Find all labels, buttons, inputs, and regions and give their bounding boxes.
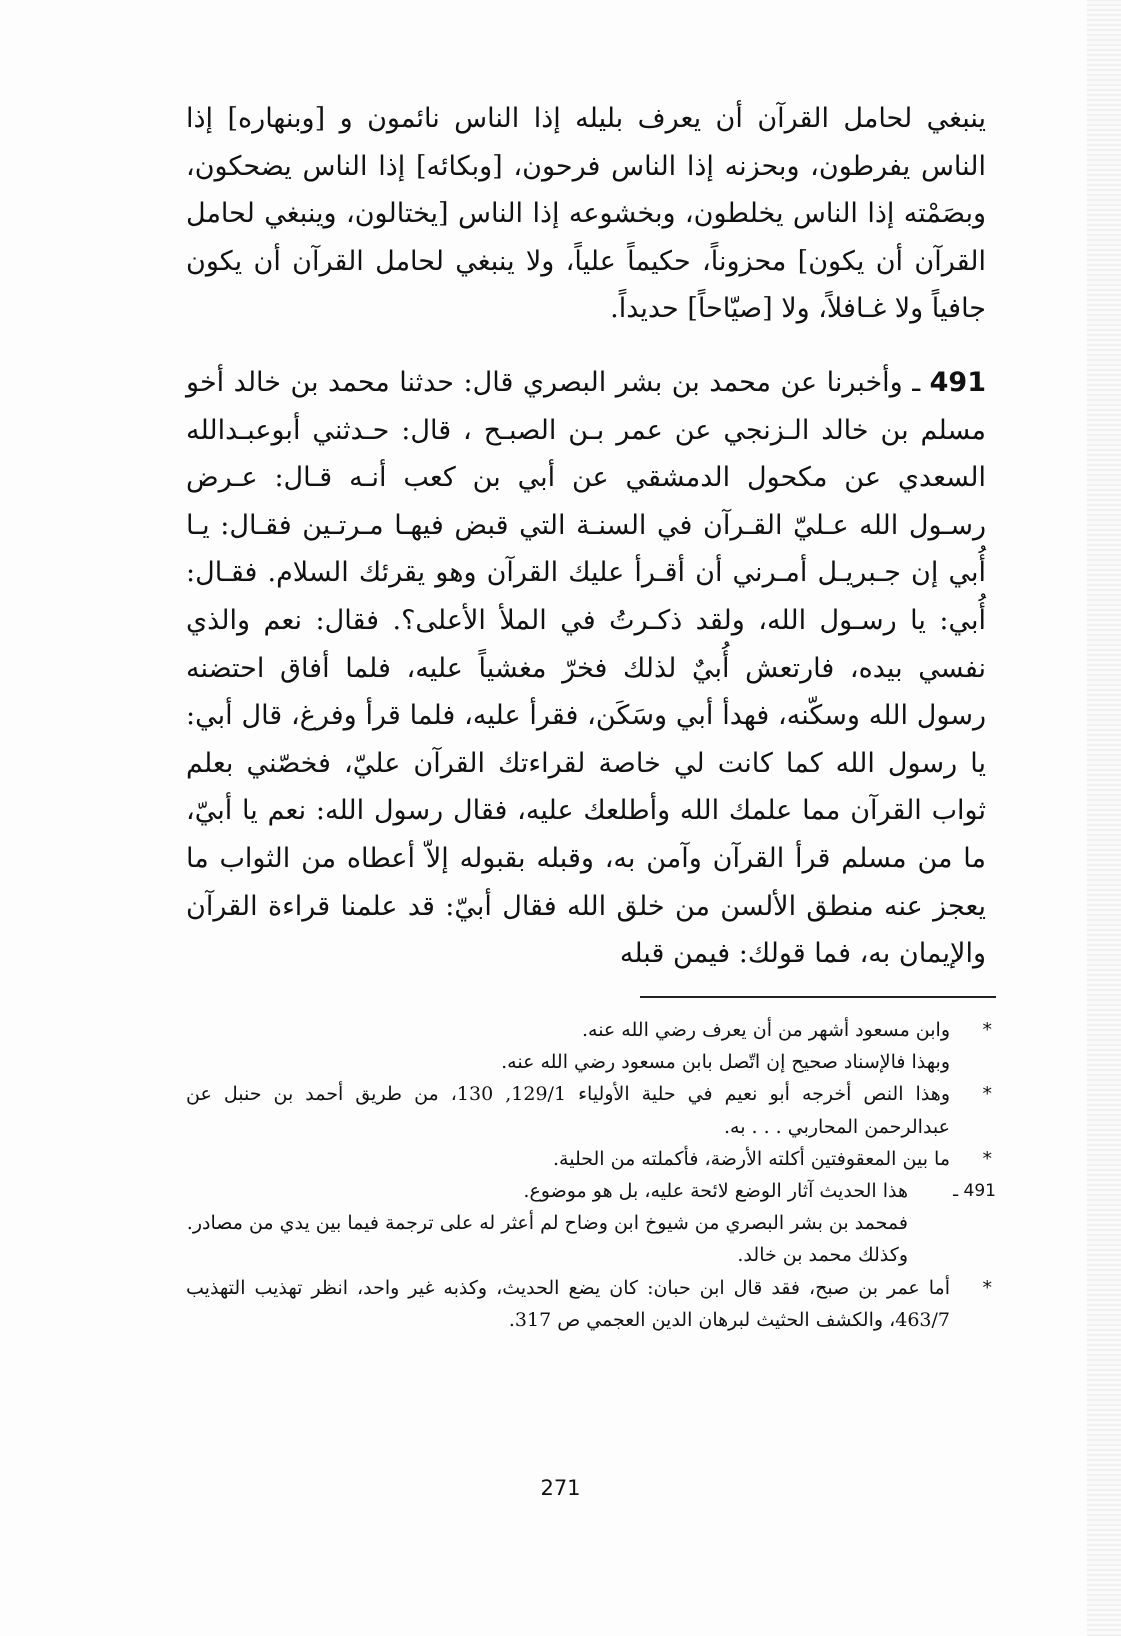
star-marker: * [982, 1147, 992, 1170]
star-marker: * [982, 1083, 992, 1106]
footnote-3-text: ما بين المعقوفتين أكلته الأرضة، فأكملته من الحلية. [553, 1147, 950, 1170]
footnote-2 [186, 1078, 996, 1142]
footnote-3 [186, 1143, 996, 1175]
page-number: 271 [540, 1476, 581, 1500]
footnote-491-line-3: وكذلك محمد بن خالد. [737, 1244, 908, 1267]
footnote-1-line-1: وابن مسعود أشهر من أن يعرف رضي الله عنه. [581, 1019, 950, 1041]
scan-edge [1087, 0, 1121, 1636]
hadith-number: 491 [929, 366, 986, 398]
paragraph-491 [186, 359, 986, 978]
footnote-5 [186, 1272, 996, 1336]
star-marker: * [982, 1019, 992, 1041]
footnote-5-text: أما عمر بن صبح، فقد قال ابن حبان: كان يضع الحديث، وكذبه غير واحد، انظر تهذيب التهذيب 463/7، والكشف الحثيث لبرهان الدين العجمي ص 317. [186, 1276, 950, 1331]
footnote-2-text: وهذا النص أخرجه أبو نعيم في حلية الأولياء 129/1, 130، من طريق أحمد بن حنبل عن عبدالرحمن المحاربي . . . به. [186, 1083, 950, 1138]
paragraph-1: ينبغي لحامل القرآن أن يعرف بليله إذا الناس نائمون و [وبنهاره] إذا الناس يفرطون، وبحزنه إذا الناس فرحون، [وبكائه] إذا الناس يضحكون، وبصَمْته إذا الناس يخلطون، وبخشوعه إذا الناس [يختالون، وينبغي لحامل القرآن أن يكون] محزوناً، حكيماً علياً، ولا ينبغي لحامل القرآن أن يكون جافياً ولا غـافلاً، ولا [صيّاحاً] حديداً. [186, 103, 986, 325]
main-text [186, 95, 986, 978]
hadith-text: ـ وأخبرنا عن محمد بن بشر البصري قال: حدثنا محمد بن خالد أخو مسلم بن خالد الـزنجي عن عمر بـن الصبـح ، قال: حـدثني أبوعبـدالله السعدي عن مكحول الدمشقي عن أبي بن كعب أنـه قـال: عـرض رسـول الله عـليّ القـرآن في السنـة التي قبض فيهـا مـرتـين فقـال: يـا أُبي إن جـبريـل أمـرني أن أقـرأ عليك القرآن وهو يقرئك السلام. فقـال: أُبي: يا رسـول الله، ولقد ذكـرتُ في الملأ الأعلى؟. فقال: نعم والذي نفسي بيده، فارتعش أُبيٌ لذلك فخرّ مغشياً عليه، فلما أفاق احتضنه رسول الله وسكّنه، فهدأ أبي وسَكَن، فقرأ عليه، فلما قرأ وفرغ، قال أبي: يا رسول الله كما كانت لي خاصة لقراءتك القرآن عليّ، فخصّني بعلم ثواب القرآن مما علمك الله وأطلعك عليه، فقال رسول الله: نعم يا أبيّ، ما من مسلم قرأ القرآن وآمن به، وقبله بقبوله إلاّ أعطاه من الثواب ما يعجز عنه منطق الألسن من خلق الله فقال أبيّ: قد علمنا قراءة القرآن والإيمان به، فما قولك: فيمن قبله [186, 366, 986, 970]
star-marker: * [982, 1276, 992, 1299]
footnote-1 [186, 1014, 996, 1046]
footnote-number: 491 ـ [953, 1181, 996, 1202]
footnote-491-line-1: هذا الحديث آثار الوضع لائحة عليه، بل هو موضوع. [523, 1180, 908, 1203]
footnote-491-line-2: فمحمد بن بشر البصري من شيوخ ابن وضاح لم أعثر له على ترجمة فيما بين يدي من مصادر. [186, 1212, 908, 1235]
footnote-divider [640, 996, 996, 998]
footnote-1-line-2: وبهذا فالإسناد صحيح إن اتّصل بابن مسعود رضي الله عنه. [501, 1051, 950, 1074]
footnotes [186, 1014, 996, 1336]
footnote-491 [186, 1175, 996, 1207]
